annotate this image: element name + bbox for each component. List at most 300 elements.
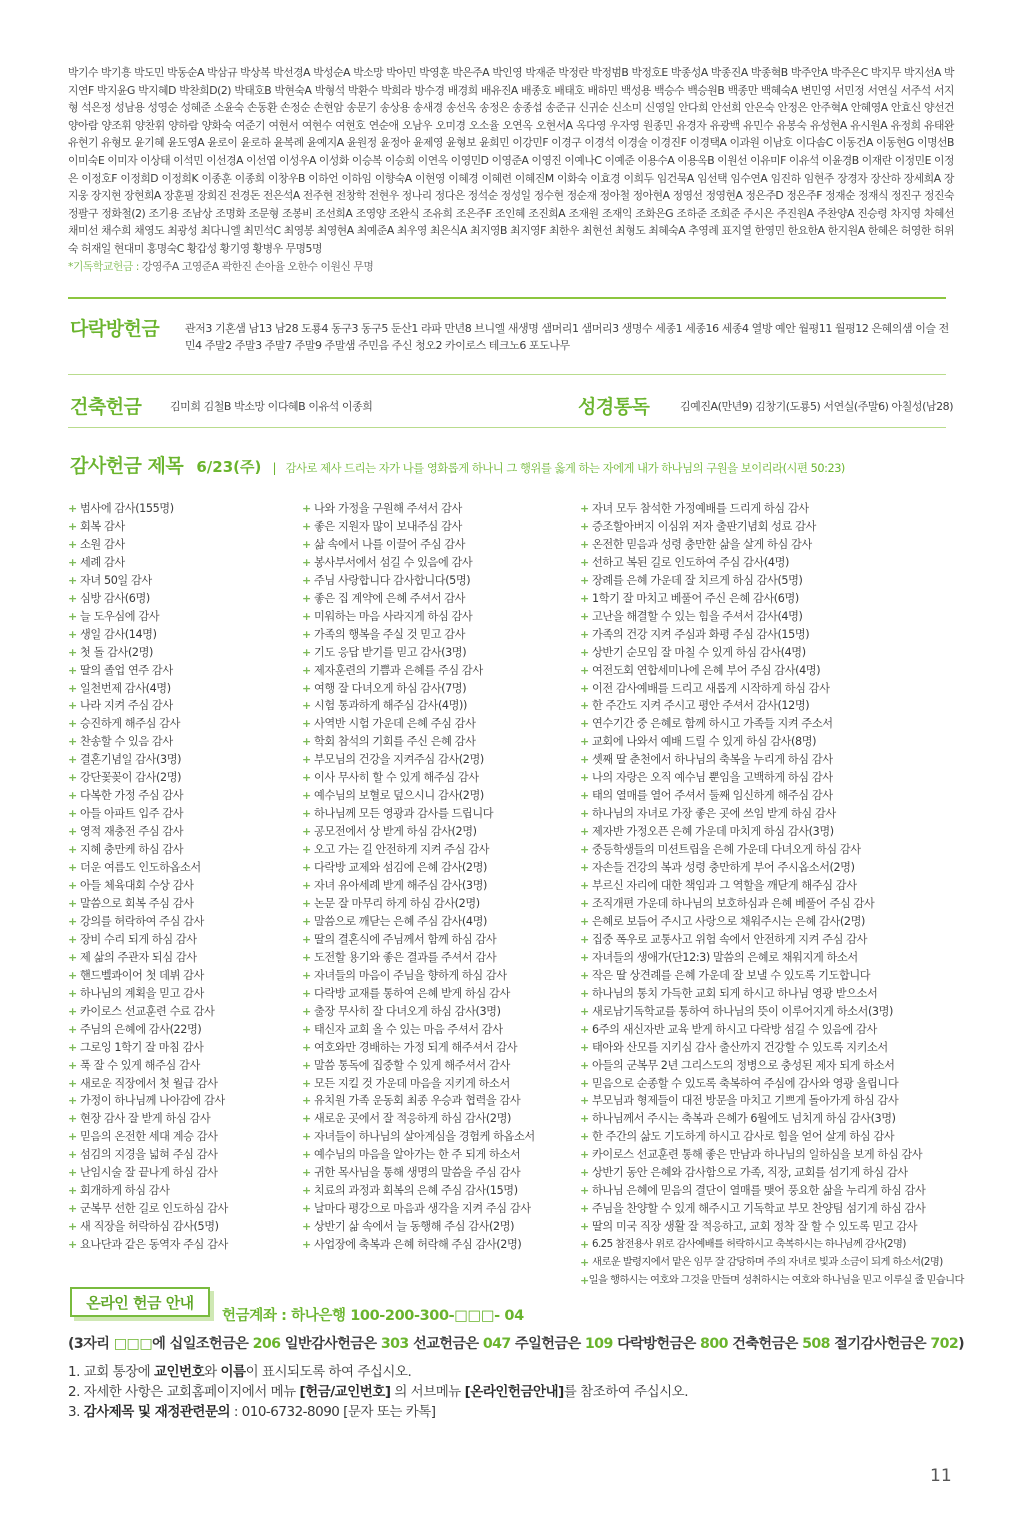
thanks-item-text: 다복한 가정 주심 감사 bbox=[80, 789, 184, 803]
plus-icon: + bbox=[580, 968, 589, 982]
thanks-item-text: 모든 지킬 것 가운데 마음을 지키게 하소서 bbox=[314, 1076, 510, 1090]
thanks-item bbox=[302, 644, 582, 662]
note-text: : 010-6732-8090 [문자 또는 카톡] bbox=[230, 1404, 436, 1420]
thanks-item-text: 강단꽃꽂이 감사(2명) bbox=[80, 771, 182, 785]
thanks-item-text: 도전할 용기와 좋은 결과를 주셔서 감사 bbox=[314, 950, 497, 964]
thanks-item bbox=[68, 1003, 298, 1021]
thanks-item bbox=[302, 680, 582, 698]
thanks-item bbox=[580, 697, 960, 715]
thanks-item-text: 제자훈련의 기쁨과 은혜를 주심 감사 bbox=[314, 663, 483, 677]
thanks-item-text: 승진하게 해주심 감사 bbox=[80, 717, 180, 731]
plus-icon: + bbox=[302, 645, 311, 659]
thanks-item bbox=[68, 1164, 298, 1182]
plus-icon: + bbox=[580, 1130, 589, 1144]
thanks-item-text: 한 주간의 삶도 기도하게 하시고 감사로 힘을 얻어 살게 하심 감사 bbox=[592, 1130, 895, 1144]
plus-icon: + bbox=[302, 753, 311, 767]
thanks-item bbox=[68, 1092, 298, 1110]
thanks-item-text: 자녀 50일 감사 bbox=[80, 573, 152, 587]
thanks-item bbox=[580, 644, 960, 662]
thanks-item bbox=[302, 751, 582, 769]
thanks-item bbox=[302, 1075, 582, 1093]
plus-icon: + bbox=[580, 645, 589, 659]
plus-icon: + bbox=[580, 1238, 589, 1252]
plus-icon: + bbox=[302, 932, 311, 946]
plus-icon: + bbox=[580, 1040, 589, 1054]
thanks-item-text: 하나님께 모든 영광과 감사를 드립니다 bbox=[314, 807, 494, 821]
note-text: 를 참조하여 주십시오. bbox=[563, 1384, 689, 1400]
note-1 bbox=[68, 1362, 688, 1382]
plus-icon: + bbox=[302, 879, 311, 893]
thanks-item-text: 1학기 잘 마치고 베풀어 주신 은혜 감사(6명) bbox=[592, 591, 799, 605]
plus-icon: + bbox=[302, 555, 311, 569]
plus-icon: + bbox=[302, 1220, 311, 1234]
plus-icon: + bbox=[302, 914, 311, 928]
note-emphasis: 이름 bbox=[220, 1364, 246, 1380]
thanks-item bbox=[580, 590, 960, 608]
note-2 bbox=[68, 1382, 688, 1402]
plus-icon: + bbox=[302, 1040, 311, 1054]
plus-icon: + bbox=[580, 843, 589, 857]
thanks-item-text: 군복무 선한 길로 인도하심 감사 bbox=[80, 1202, 228, 1216]
thanks-item bbox=[302, 931, 582, 949]
plus-icon: + bbox=[68, 735, 77, 749]
plus-icon: + bbox=[302, 537, 311, 551]
plus-icon: + bbox=[302, 1004, 311, 1018]
thanks-item-text: 찬송할 수 있음 감사 bbox=[80, 735, 173, 749]
thanks-item bbox=[302, 536, 582, 554]
thanks-item-text: 다락방 교제와 섬김에 은혜 감사(2명) bbox=[314, 861, 487, 875]
mission-label: 선교헌금은 bbox=[408, 1336, 483, 1352]
bible-reading-title: 성경통독 bbox=[578, 396, 650, 418]
christian-school-gift-line bbox=[68, 260, 373, 273]
thanks-item-text: 주님을 찬양할 수 있게 해주시고 기독학교 부모 찬양팀 섬기게 하심 감사 bbox=[592, 1202, 926, 1216]
plus-icon: + bbox=[68, 681, 77, 695]
thanks-verse: 감사로 제사 드리는 자가 나를 영화롭게 하나니 그 행위를 옳게 하는 자에게 내가 하나님의 구원을 보이리라(시편 50:23) bbox=[285, 462, 845, 475]
thanks-item-text: 선하고 복된 길로 인도하여 주심 감사(4명) bbox=[592, 555, 789, 569]
thanks-item-text: 귀한 목사님을 통해 생명의 말씀을 주심 감사 bbox=[314, 1166, 521, 1180]
plus-icon: + bbox=[580, 1058, 589, 1072]
plus-icon: + bbox=[580, 1004, 589, 1018]
thanks-item-text: 미워하는 마음 사라지게 하심 감사 bbox=[314, 609, 473, 623]
plus-icon: + bbox=[302, 861, 311, 875]
plus-icon: + bbox=[580, 519, 589, 533]
plus-icon: + bbox=[302, 1238, 311, 1252]
thanks-item-text: 상반기 순모임 잘 마칠 수 있게 하심 감사(4명) bbox=[592, 645, 806, 659]
plus-icon: + bbox=[580, 986, 589, 1000]
thanks-item-text: 범사에 감사(155명) bbox=[80, 502, 174, 515]
plus-icon: + bbox=[302, 735, 311, 749]
thanks-item-text: 새 직장을 허락하심 감사(5명) bbox=[80, 1220, 219, 1234]
thanks-item-text: 하나님의 통치 가득한 교회 되게 하시고 하나님 영광 받으소서 bbox=[592, 986, 878, 1000]
darakbang-groups: 관저3 기혼샘 남13 남28 도룡4 동구3 동구5 둔산1 라파 만년8 브니엘 새생명 샘머리1 샘머리3 생명수 세종1 세종16 세종4 열방 예안 월평11 월평12 은혜의샘 이슬 전민4 주말2 주말3 주말7 주말9 주말샘 주민음 주신 청오2 카이로스 테크노6 포도나무 bbox=[185, 322, 949, 352]
thanks-item-text: 더운 여름도 인도하옵소서 bbox=[80, 861, 201, 875]
plus-icon: + bbox=[580, 1220, 589, 1234]
thanks-item bbox=[68, 680, 298, 698]
thanks-item-text: 좋은 집 계약에 은혜 주셔서 감사 bbox=[314, 591, 466, 605]
note-text: 3. bbox=[68, 1404, 84, 1420]
thanks-item-text: 여호와만 경배하는 가정 되게 해주셔서 감사 bbox=[314, 1040, 518, 1054]
thanks-item bbox=[68, 859, 298, 877]
plus-icon: + bbox=[580, 502, 589, 515]
thanks-item-text: 일을 행하시는 여호와 그것을 만들며 성취하시는 여호와 하나님을 믿고 이루실 줄 믿습니다 bbox=[588, 1273, 964, 1286]
thanks-item bbox=[302, 1003, 582, 1021]
thanks-item bbox=[302, 1092, 582, 1110]
thanks-item bbox=[580, 985, 960, 1003]
thanks-item bbox=[580, 1039, 960, 1057]
names-paragraph: 박기수 박기흥 박도민 박동순A 박삼규 박상복 박선경A 박성순A 박소망 박아민 박영훈 박은주A 박인영 박재준 박정란 박정범B 박정호E 박종성A 박종진A 박종혁B 박주안A 박주은C 박지무 박지선A 박지연F 박지윤G 박지혜D 박찬희D(2) 박태호B 박현숙A 박형석 박환수 박희라 방수경 배경희 배유진A 배종호 배태호 배하민 백성용 백승수 백승원B 백종만 백혜숙A 변민영 서민정 서연실 서주석 서지형 석은정 성남용 성영순 성혜준 소윤숙 손동환 손정순 손현암 송문기 송상용 송새경 송선옥 송정은 송종섭 송준규 신귀순 신소미 신영일 안다희 안선희 안은숙 안정은 안주혁A 안혜영A 안효신 양선건 양아람 양조휘 양찬휘 양하람 양화숙 여준기 여현서 여현수 여현호 연순애 오남우 오미경 오소율 오연옥 오현서A 옥다영 우자영 원종민 유경자 유광백 유민수 유봉숙 유성현A 유시원A 유정희 유태완 유현기 유형모 윤기혜 윤도영A 윤로이 윤로하 윤복례 윤예지A 윤원정 윤정아 윤제영 윤형보 윤희민 이강민F 이경구 이경석 이경술 이경진F 이경택A 이과원 이남호 이다솜C 이동건A 이동현G 이명선B 이미숙E 이미자 이상태 이석민 이선경A 이선엽 이성우A 이성화 이승복 이승희 이연옥 이영민D 이영준A 이영진 이예나C 이예준 이용수A 이용옥B 이원선 이유미F 이유석 이윤경B 이재란 이정민E 이정은 이정호F 이정희D 이정희K 이종훈 이종희 이창우B 이하언 이하임 이향숙A 이현영 이혜경 이혜련 이혜진M 이화숙 이효경 이희두 임건묵A 임선택 임수연A 임진하 임현주 장경자 장산하 장세희A 장지웅 장지현 장현희A 장훈필 장희진 전경돈 전은석A 전주현 전창학 전현우 정나리 정다은 정석순 정성일 정수현 정순재 정아철 정아현A 정영선 정영현A 정은주D 정은주F 정재순 정재식 정진구 정진숙 정팔구 정화철(2) 조기용 조남상 조명화 조문형 조봉비 조선희A 조영양 조완식 조유희 조은주F 조인혜 조진희A 조재원 조재익 조화은G 조하준 조희준 주시은 주진원A 주찬양A 진승령 차지영 차혜선 채미선 채수희 채영도 최광성 최다니엘 최민석C 최영봉 최영현A 최예준A 최우영 최은식A 최지영B 최지영F 최한우 최현선 최형도 최혜숙A 추영례 표지열 한영민 한요한A 한지원A 한혜은 허영한 허위숙 허재일 현대미 홍명숙C 황갑성 황기영 황병우 무명5명 bbox=[68, 66, 954, 255]
note-text: 의 서브메뉴 bbox=[390, 1384, 465, 1400]
plus-icon: + bbox=[580, 1256, 589, 1270]
thanks-item bbox=[580, 1075, 960, 1093]
plus-icon: + bbox=[580, 609, 589, 623]
thanks-item bbox=[580, 859, 960, 877]
thanks-item bbox=[302, 1182, 582, 1200]
plus-icon: + bbox=[580, 789, 589, 803]
thanks-item-text: 봉사부서에서 섬길 수 있음에 감사 bbox=[314, 555, 473, 569]
thanks-item bbox=[68, 895, 298, 913]
thanks-item bbox=[302, 1128, 582, 1146]
plus-icon: + bbox=[580, 1094, 589, 1108]
thanks-item bbox=[580, 949, 960, 967]
plus-icon: + bbox=[68, 699, 77, 713]
thanks-item bbox=[580, 662, 960, 680]
thanks-item bbox=[68, 949, 298, 967]
thanks-item bbox=[68, 590, 298, 608]
thanks-item bbox=[302, 841, 582, 859]
plus-icon: + bbox=[580, 914, 589, 928]
thanks-item-text: 카이로스 선교훈련 통해 좋은 만남과 하나님의 일하심을 보게 하심 감사 bbox=[592, 1148, 923, 1162]
plus-icon: + bbox=[68, 537, 77, 551]
thanks-item-text: 가족의 행복을 주실 것 믿고 감사 bbox=[314, 627, 466, 641]
plus-icon: + bbox=[580, 896, 589, 910]
thanks-item bbox=[68, 985, 298, 1003]
plus-icon: + bbox=[302, 1148, 311, 1162]
thanks-item bbox=[68, 805, 298, 823]
note-emphasis: [헌금/교인번호] bbox=[299, 1384, 391, 1400]
christian-school-gift-names: 강영주A 고영준A 곽한진 손아율 오한수 이원신 무명 bbox=[141, 259, 374, 273]
thanks-item bbox=[302, 1057, 582, 1075]
plus-icon: + bbox=[68, 1094, 77, 1108]
thanks-item-text: 요나단과 같은 동역자 주심 감사 bbox=[80, 1238, 228, 1252]
thanks-item-text: 새로운 직장에서 첫 월급 감사 bbox=[80, 1076, 218, 1090]
plus-icon: + bbox=[68, 1040, 77, 1054]
plus-icon: + bbox=[68, 1238, 77, 1252]
thanks-item-text: 태의 열매를 열어 주셔서 둘째 임신하게 해주심 감사 bbox=[592, 789, 833, 803]
thanks-item bbox=[580, 500, 960, 518]
thanks-item bbox=[302, 877, 582, 895]
plus-icon: + bbox=[580, 861, 589, 875]
plus-icon: + bbox=[302, 1076, 311, 1090]
thanks-item bbox=[302, 590, 582, 608]
thanks-item-text: 교회에 나와서 예배 드릴 수 있게 하심 감사(8명) bbox=[592, 735, 817, 749]
thanks-column-1 bbox=[68, 500, 298, 1254]
thanks-item bbox=[68, 500, 298, 518]
plus-icon: + bbox=[302, 663, 311, 677]
thanks-item-text: 자손들 건강의 복과 성령 충만하게 부어 주시옵소서(2명) bbox=[592, 861, 855, 875]
thanks-item bbox=[302, 769, 582, 787]
plus-icon: + bbox=[302, 1022, 311, 1036]
thanks-item bbox=[580, 715, 960, 733]
thanks-item-text: 여전도회 연합세미나에 은혜 부어 주심 감사(4명) bbox=[592, 663, 821, 677]
thanks-item bbox=[302, 662, 582, 680]
general-code: 303 bbox=[380, 1336, 409, 1352]
thanks-item-text: 공모전에서 상 받게 하심 감사(2명) bbox=[314, 825, 477, 839]
thanks-item bbox=[580, 554, 960, 572]
thanks-item-text: 소원 감사 bbox=[80, 537, 125, 551]
thanks-item bbox=[302, 1110, 582, 1128]
plus-icon: + bbox=[68, 896, 77, 910]
plus-icon: + bbox=[68, 950, 77, 964]
note-emphasis: [온라인헌금안내] bbox=[464, 1384, 564, 1400]
thanks-item bbox=[580, 626, 960, 644]
thanks-item bbox=[580, 841, 960, 859]
note-text: 와 bbox=[204, 1364, 221, 1380]
thanks-item-text: 생일 감사(14명) bbox=[80, 627, 157, 641]
thanks-item-text: 치료의 과정과 회복의 은혜 주심 감사(15명) bbox=[314, 1184, 518, 1198]
thanks-item-text: 학회 참석의 기회를 주신 은혜 감사 bbox=[314, 735, 476, 749]
plus-icon: + bbox=[302, 573, 311, 587]
thanks-item bbox=[580, 1200, 960, 1218]
thanks-item-text: 회복 감사 bbox=[80, 519, 125, 533]
plus-icon: + bbox=[68, 502, 77, 515]
plus-icon: + bbox=[68, 1220, 77, 1234]
thanks-item-text: 자녀 모두 참석한 가정예배를 드리게 하심 감사 bbox=[592, 502, 809, 515]
thanks-item bbox=[68, 608, 298, 626]
plus-icon: + bbox=[302, 1094, 311, 1108]
general-label: 일반감사헌금은 bbox=[280, 1336, 381, 1352]
thanks-item-text: 나와 가정을 구원해 주셔서 감사 bbox=[314, 502, 462, 515]
thanks-item bbox=[68, 967, 298, 985]
plus-icon: + bbox=[68, 591, 77, 605]
thanks-item-text: 유치원 가족 운동회 최종 우승과 협력을 감사 bbox=[314, 1094, 521, 1108]
thanks-item-text: 가정이 하나님께 나아감에 감사 bbox=[80, 1094, 225, 1108]
thanks-item-text: 좋은 지원자 많이 보내주심 감사 bbox=[314, 519, 462, 533]
plus-icon: + bbox=[302, 825, 311, 839]
thanks-item-text: 영적 재충전 주심 감사 bbox=[80, 825, 184, 839]
plus-icon: + bbox=[68, 1148, 77, 1162]
thanks-item-text: 작은 딸 상견례를 은혜 가운데 잘 보낼 수 있도록 기도합니다 bbox=[592, 968, 871, 982]
codes-boxes: □□□ bbox=[113, 1336, 153, 1352]
thanks-item bbox=[302, 1200, 582, 1218]
plus-icon: + bbox=[68, 932, 77, 946]
plus-icon: + bbox=[68, 1202, 77, 1216]
thanks-item bbox=[580, 1236, 960, 1254]
thanks-item bbox=[580, 769, 960, 787]
thanks-item bbox=[580, 1182, 960, 1200]
thanks-item-text: 새로운 발령지에서 맡은 임무 잘 감당하며 주의 자녀로 빛과 소금이 되게 하소서(2명) bbox=[592, 1256, 943, 1269]
thanks-item bbox=[68, 1057, 298, 1075]
thanks-item bbox=[580, 536, 960, 554]
thanks-item bbox=[580, 805, 960, 823]
thanks-item-text: 연수기간 중 은혜로 함께 하시고 가족들 지켜 주소서 bbox=[592, 717, 833, 731]
thanks-item bbox=[580, 608, 960, 626]
thanks-item-text: 새로남기독학교를 통하여 하나님의 뜻이 이루어지게 하소서(3명) bbox=[592, 1004, 894, 1018]
thanks-item-text: 딸의 결혼식에 주님께서 함께 하심 감사 bbox=[314, 932, 497, 946]
darakbang-title: 다락방헌금 bbox=[70, 318, 160, 340]
plus-icon: + bbox=[580, 1112, 589, 1126]
tithe-code: 206 bbox=[252, 1336, 281, 1352]
thanks-item-text: 첫 돌 감사(2명) bbox=[80, 645, 153, 659]
plus-icon: + bbox=[68, 645, 77, 659]
thanks-item-text: 현장 감사 잘 받게 하심 감사 bbox=[80, 1112, 211, 1126]
thanks-item bbox=[68, 572, 298, 590]
thanks-item bbox=[580, 1164, 960, 1182]
thanks-item-text: 삶 속에서 나를 이끌어 주심 감사 bbox=[314, 537, 466, 551]
thanks-item-text: 사역반 시험 가운데 은혜 주심 감사 bbox=[314, 717, 476, 731]
thanks-item bbox=[68, 662, 298, 680]
thanks-item bbox=[302, 859, 582, 877]
thanks-item bbox=[302, 1146, 582, 1164]
thanks-item-text: 지혜 충만케 하심 감사 bbox=[80, 843, 184, 857]
thanks-separator: | bbox=[272, 461, 277, 475]
thanks-item-text: 상반기 삶 속에서 늘 동행해 주심 감사(2명) bbox=[314, 1220, 515, 1234]
plus-icon: + bbox=[302, 1058, 311, 1072]
thanks-item bbox=[302, 787, 582, 805]
thanks-item bbox=[302, 697, 582, 715]
offering-codes bbox=[68, 1333, 964, 1353]
thanks-header bbox=[70, 451, 845, 478]
note-emphasis: 감사제목 및 재정관련문의 bbox=[83, 1404, 231, 1420]
thanks-item-text: 주님 사랑합니다 감사합니다(5명) bbox=[314, 573, 471, 587]
plus-icon: + bbox=[302, 1202, 311, 1216]
thanks-item bbox=[580, 733, 960, 751]
thanks-item-text: 아들 아파트 입주 감사 bbox=[80, 807, 184, 821]
thanks-item bbox=[68, 644, 298, 662]
thanks-item-text: 늘 도우심에 감사 bbox=[80, 609, 160, 623]
thanks-item-text: 다락방 교재를 통하여 은혜 받게 하심 감사 bbox=[314, 986, 510, 1000]
thanks-item-text: 여행 잘 다녀오게 하심 감사(7명) bbox=[314, 681, 467, 695]
thanks-item-text: 아들 체육대회 수상 감사 bbox=[80, 879, 194, 893]
plus-icon: + bbox=[580, 879, 589, 893]
plus-icon: + bbox=[302, 681, 311, 695]
plus-icon: + bbox=[68, 861, 77, 875]
plus-icon: + bbox=[68, 573, 77, 587]
thanks-item-text: 셋째 딸 춘천에서 하나님의 축복을 누리게 하심 감사 bbox=[592, 753, 833, 767]
thanks-item-text: 나의 자랑은 오직 예수님 뿐임을 고백하게 하심 감사 bbox=[592, 771, 833, 785]
thanks-item bbox=[302, 967, 582, 985]
plus-icon: + bbox=[302, 609, 311, 623]
plus-icon: + bbox=[580, 1166, 589, 1180]
thanks-item bbox=[580, 680, 960, 698]
thanks-item-text: 딸의 미국 직장 생활 잘 적응하고, 교회 정착 잘 할 수 있도록 믿고 감사 bbox=[592, 1220, 918, 1234]
thanks-item-text: 태신자 교회 올 수 있는 마음 주셔서 감사 bbox=[314, 1022, 503, 1036]
thanks-item bbox=[580, 931, 960, 949]
codes-suffix: ) bbox=[958, 1336, 965, 1352]
plus-icon: + bbox=[302, 789, 311, 803]
thanks-item-text: 사업장에 축복과 은혜 허락해 주심 감사(2명) bbox=[314, 1238, 522, 1252]
sunday-code: 109 bbox=[584, 1336, 613, 1352]
thanks-item bbox=[68, 1110, 298, 1128]
thanks-item bbox=[302, 626, 582, 644]
plus-icon: + bbox=[580, 1022, 589, 1036]
thanks-item-text: 주님의 은혜에 감사(22명) bbox=[80, 1022, 202, 1036]
thanks-item-text: 말씀 통독에 집중할 수 있게 해주셔서 감사 bbox=[314, 1058, 510, 1072]
note-text: 이 표시되도록 하여 주십시오. bbox=[245, 1364, 412, 1380]
thanks-item bbox=[580, 1110, 960, 1128]
codes-prefix: (3자리 bbox=[68, 1336, 114, 1352]
thanks-item-text: 섬김의 지경을 넓혀 주심 감사 bbox=[80, 1148, 218, 1162]
plus-icon: + bbox=[302, 771, 311, 785]
thanks-item bbox=[302, 715, 582, 733]
offering-account: 헌금계좌 : 하나은행 100-200-300-□□□- 04 bbox=[222, 1308, 524, 1324]
plus-icon: + bbox=[68, 555, 77, 569]
thanks-item-text: 새로운 곳에서 잘 적응하게 하심 감사(2명) bbox=[314, 1112, 511, 1126]
thanks-item-text: 일천번제 감사(4명) bbox=[80, 681, 171, 695]
note-text: 2. 자세한 사항은 교회홈페이지에서 메뉴 bbox=[68, 1384, 300, 1400]
plus-icon: + bbox=[68, 986, 77, 1000]
plus-icon: + bbox=[302, 896, 311, 910]
thanks-item-text: 6주의 새신자반 교육 받게 하시고 다락방 섬길 수 있음에 감사 bbox=[592, 1022, 877, 1036]
thanks-column-2 bbox=[302, 500, 582, 1254]
thanks-item-text: 하나님께서 주시는 축복과 은혜가 6월에도 넘치게 하심 감사(3명) bbox=[592, 1112, 896, 1126]
thanks-item-text: 하나님의 계획을 믿고 감사 bbox=[80, 986, 204, 1000]
codes-text: 에 십일조헌금은 bbox=[152, 1336, 253, 1352]
building-title: 건축헌금 bbox=[70, 396, 142, 418]
thanks-item bbox=[302, 913, 582, 931]
thanks-item-text: 말씀으로 깨닫는 은혜 주심 감사(4명) bbox=[314, 914, 487, 928]
plus-icon: + bbox=[580, 1148, 589, 1162]
thanks-item-text: 부모님의 건강을 지켜주심 감사(2명) bbox=[314, 753, 484, 767]
thanks-item bbox=[68, 1021, 298, 1039]
plus-icon: + bbox=[68, 609, 77, 623]
thanks-item bbox=[302, 1164, 582, 1182]
thanks-item-text: 조직개편 가운데 하나님의 보호하심과 은혜 베풀어 주심 감사 bbox=[592, 896, 875, 910]
thanks-item-text: 회개하게 하심 감사 bbox=[80, 1184, 170, 1198]
thanks-item bbox=[302, 1236, 582, 1254]
thanks-item bbox=[68, 769, 298, 787]
thanks-item bbox=[68, 1039, 298, 1057]
thanks-item bbox=[68, 733, 298, 751]
thanks-item-text: 제 삶의 주관자 되심 감사 bbox=[80, 950, 197, 964]
thanks-item bbox=[580, 1272, 964, 1290]
thanks-item-text: 나라 지켜 주심 감사 bbox=[80, 699, 173, 713]
plus-icon: + bbox=[580, 1076, 589, 1090]
plus-icon: + bbox=[68, 1058, 77, 1072]
thanks-item bbox=[68, 697, 298, 715]
thanks-item-text: 고난을 해결할 수 있는 힘을 주셔서 감사(4명) bbox=[592, 609, 803, 623]
thanks-item bbox=[302, 518, 582, 536]
plus-icon: + bbox=[68, 1022, 77, 1036]
plus-icon: + bbox=[68, 1076, 77, 1090]
thanks-item-text: 온전한 믿음과 성령 충만한 삶을 살게 하심 감사 bbox=[592, 537, 812, 551]
note-3 bbox=[68, 1402, 688, 1422]
thanks-item bbox=[68, 1182, 298, 1200]
christian-school-gift-label: *기독학교헌금 : bbox=[68, 259, 142, 273]
plus-icon: + bbox=[580, 950, 589, 964]
thanks-item bbox=[580, 1057, 960, 1075]
thanks-item bbox=[302, 733, 582, 751]
online-offering-guide-button[interactable]: 온라인 헌금 안내 bbox=[70, 1287, 210, 1317]
plus-icon: + bbox=[580, 753, 589, 767]
thanks-item bbox=[302, 895, 582, 913]
thanks-item bbox=[68, 1236, 298, 1254]
thanks-item-text: 상반기 동안 은혜와 감사함으로 가족, 직장, 교회를 섬기게 하심 감사 bbox=[592, 1166, 908, 1180]
thanks-item-text: 제자반 가정오픈 은혜 가운데 마치게 하심 감사(3명) bbox=[592, 825, 834, 839]
thanks-item-text: 말씀으로 회복 주심 감사 bbox=[80, 896, 194, 910]
plus-icon: + bbox=[68, 519, 77, 533]
offering-names-list bbox=[68, 64, 954, 275]
building-code: 508 bbox=[802, 1336, 830, 1352]
plus-icon: + bbox=[580, 932, 589, 946]
thanks-item bbox=[580, 1218, 960, 1236]
thanks-item-text: 딸의 졸업 연주 감사 bbox=[80, 663, 173, 677]
thanks-item-text: 가족의 건강 지켜 주심과 화평 주심 감사(15명) bbox=[592, 627, 810, 641]
plus-icon: + bbox=[68, 825, 77, 839]
plus-icon: + bbox=[68, 968, 77, 982]
thanks-item-text: 믿음으로 순종할 수 있도록 축복하여 주심에 감사와 영광 올립니다 bbox=[592, 1076, 899, 1090]
plus-icon: + bbox=[580, 681, 589, 695]
thanks-item-text: 예수님의 마음을 알아가는 한 주 되게 하소서 bbox=[314, 1148, 521, 1162]
